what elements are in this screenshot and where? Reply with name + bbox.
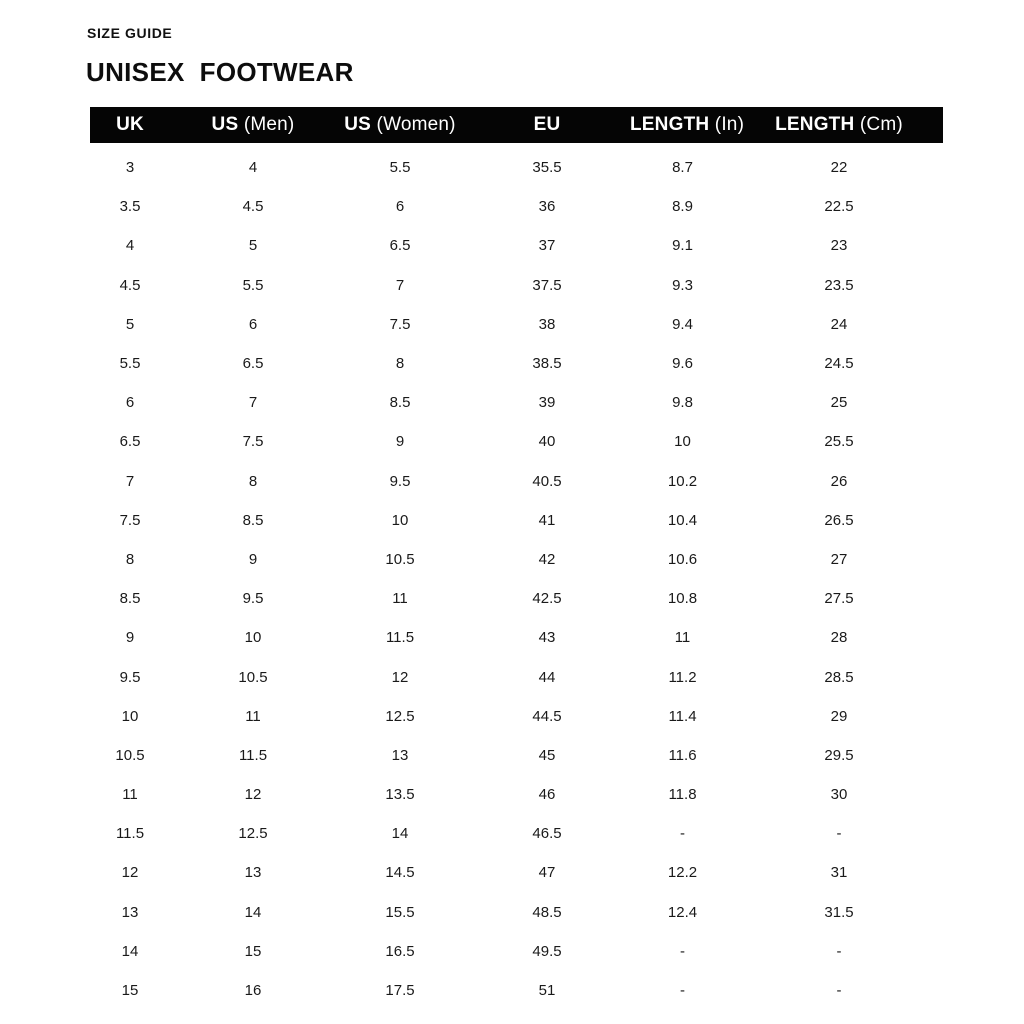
table-row <box>90 697 943 736</box>
table-row <box>90 462 943 501</box>
size-cell-length-in: 9.4 <box>672 315 693 333</box>
column-header-unit-label: (Cm) <box>854 114 903 135</box>
column-header-uk <box>90 107 170 143</box>
size-cell-length-cm: 29 <box>830 707 848 725</box>
size-cell-length-cm: - <box>836 825 842 843</box>
table-row <box>90 540 943 579</box>
size-cell-length-in: 10.2 <box>667 472 698 490</box>
size-cell-length-cm: 28 <box>830 629 848 647</box>
size-cell-uk: 10 <box>121 707 139 725</box>
size-cell-uk: 6 <box>125 394 135 412</box>
size-cell-us-women: 7 <box>395 276 405 294</box>
column-header-unit-label: (Men) <box>238 114 295 135</box>
size-cell-us-women: 11 <box>392 590 408 608</box>
size-cell-eu: 43 <box>538 629 556 647</box>
column-header-length-in <box>630 107 745 143</box>
size-cell-eu: 44.5 <box>532 707 562 725</box>
size-cell-us-women: 9.5 <box>389 472 411 490</box>
table-row <box>90 266 943 305</box>
size-cell-us-women: 12 <box>391 668 409 686</box>
size-conversion-table <box>90 107 943 1010</box>
size-cell-us-men: 15 <box>244 942 262 960</box>
size-cell-us-men: 14 <box>244 903 262 921</box>
size-cell-eu: 46.5 <box>532 825 562 843</box>
size-cell-uk: 8 <box>125 550 135 568</box>
size-cell-uk: 15 <box>121 982 139 1000</box>
size-cell-us-women: 11.5 <box>385 629 415 647</box>
size-cell-length-in: 11 <box>674 629 691 647</box>
size-cell-length-cm: 26.5 <box>824 511 854 529</box>
size-cell-us-women: 10.5 <box>385 550 415 568</box>
size-cell-uk: 5 <box>125 315 135 333</box>
size-cell-us-women: 8.5 <box>389 394 411 412</box>
size-cell-uk: 7.5 <box>119 511 141 529</box>
size-cell-length-in: 8.9 <box>672 198 693 216</box>
size-cell-eu: 38.5 <box>532 355 562 373</box>
size-cell-length-cm: 26 <box>830 472 848 490</box>
column-header-bold-label: EU <box>533 114 561 135</box>
size-cell-length-cm: 27.5 <box>824 590 854 608</box>
table-header-row <box>90 107 943 143</box>
size-cell-uk: 13 <box>121 903 139 921</box>
size-cell-length-in: 10.4 <box>667 511 698 529</box>
size-cell-length-in: 12.2 <box>667 864 698 882</box>
size-cell-length-cm: - <box>836 982 842 1000</box>
size-cell-length-in: 11.2 <box>668 668 697 686</box>
size-cell-us-women: 17.5 <box>385 982 415 1000</box>
size-cell-us-men: 8.5 <box>242 511 264 529</box>
size-cell-uk: 14 <box>121 942 139 960</box>
size-cell-us-men: 4.5 <box>242 198 264 216</box>
table-row <box>90 893 943 932</box>
size-cell-eu: 44 <box>538 668 556 686</box>
size-cell-length-in: - <box>680 942 685 960</box>
size-cell-uk: 4.5 <box>119 276 141 294</box>
table-row <box>90 775 943 814</box>
size-cell-length-in: 11.4 <box>668 707 697 725</box>
column-header-bold-label: LENGTH <box>630 114 710 135</box>
size-cell-us-men: 11.5 <box>238 746 268 764</box>
size-cell-us-women: 6.5 <box>389 237 411 255</box>
size-cell-us-women: 8 <box>395 355 405 373</box>
size-cell-length-cm: 22.5 <box>824 198 854 216</box>
column-header-unit-label: (In) <box>709 114 745 135</box>
size-cell-length-cm: 25.5 <box>824 433 854 451</box>
size-cell-uk: 7 <box>125 472 135 490</box>
size-cell-length-in: 10.8 <box>667 590 698 608</box>
size-cell-length-cm: 28.5 <box>824 668 854 686</box>
table-row <box>90 148 943 187</box>
size-cell-uk: 3.5 <box>119 198 141 216</box>
column-header-us-women <box>336 107 464 143</box>
table-row <box>90 932 943 971</box>
size-cell-eu: 42 <box>538 550 556 568</box>
size-cell-eu: 47 <box>538 864 556 882</box>
size-cell-length-in: 10.6 <box>667 550 698 568</box>
size-cell-length-cm: 23 <box>830 237 848 255</box>
size-cell-uk: 10.5 <box>115 746 145 764</box>
size-cell-us-women: 7.5 <box>389 315 411 333</box>
size-cell-us-men: 16 <box>244 982 262 1000</box>
size-cell-us-men: 10 <box>244 629 262 647</box>
size-cell-us-men: 13 <box>244 864 262 882</box>
size-cell-eu: 49.5 <box>532 942 562 960</box>
size-cell-eu: 37.5 <box>532 276 562 294</box>
size-cell-length-in: 9.8 <box>672 394 693 412</box>
size-cell-uk: 5.5 <box>119 355 141 373</box>
size-cell-us-women: 12.5 <box>385 707 415 725</box>
table-row <box>90 501 943 540</box>
size-cell-us-women: 13.5 <box>385 786 415 804</box>
size-cell-length-cm: - <box>836 942 842 960</box>
size-cell-length-in: 9.1 <box>672 237 693 255</box>
size-cell-us-men: 9 <box>248 550 258 568</box>
size-cell-uk: 8.5 <box>119 590 141 608</box>
size-cell-us-men: 6.5 <box>242 355 264 373</box>
size-cell-uk: 9.5 <box>119 668 141 686</box>
size-cell-uk: 4 <box>125 237 135 255</box>
table-head <box>90 107 943 143</box>
size-cell-us-men: 4 <box>248 159 258 177</box>
column-header-bold-label: LENGTH <box>775 114 855 135</box>
size-cell-eu: 40 <box>538 433 556 451</box>
size-cell-uk: 3 <box>125 159 135 177</box>
size-cell-uk: 9 <box>125 629 135 647</box>
size-cell-us-men: 10.5 <box>238 668 268 686</box>
size-cell-eu: 39 <box>538 394 556 412</box>
size-cell-us-women: 6 <box>395 198 405 216</box>
column-header-length-cm <box>735 107 943 143</box>
size-cell-length-cm: 31 <box>830 864 848 882</box>
table-row <box>90 814 943 853</box>
size-cell-eu: 46 <box>538 786 556 804</box>
size-cell-length-in: - <box>680 982 685 1000</box>
size-cell-length-in: 10 <box>674 433 691 451</box>
size-cell-eu: 38 <box>538 315 556 333</box>
size-cell-length-in: 11.6 <box>668 746 697 764</box>
size-cell-length-cm: 30 <box>830 786 848 804</box>
size-cell-us-men: 11 <box>245 707 261 725</box>
size-cell-length-cm: 25 <box>830 394 848 412</box>
column-header-us-men <box>170 107 336 143</box>
size-cell-us-men: 7 <box>248 394 258 412</box>
size-cell-us-men: 12.5 <box>238 825 268 843</box>
column-header-bold-label: US <box>211 114 239 135</box>
table-row <box>90 579 943 618</box>
size-cell-eu: 48.5 <box>532 903 562 921</box>
size-cell-length-in: 8.7 <box>672 159 693 177</box>
table-row <box>90 736 943 775</box>
column-header-bold-label: UK <box>116 114 144 135</box>
table-row <box>90 305 943 344</box>
size-cell-length-in: 9.3 <box>672 276 693 294</box>
size-cell-length-cm: 23.5 <box>824 276 854 294</box>
size-cell-length-cm: 29.5 <box>824 746 854 764</box>
size-cell-us-women: 15.5 <box>385 903 415 921</box>
size-cell-us-men: 5.5 <box>242 276 264 294</box>
size-cell-length-in: - <box>680 825 685 843</box>
table-row <box>90 853 943 892</box>
size-cell-uk: 12 <box>121 864 139 882</box>
column-header-unit-label: (Women) <box>371 114 456 135</box>
size-cell-uk: 11.5 <box>115 825 145 843</box>
table-row <box>90 226 943 265</box>
size-cell-uk: 11 <box>122 786 138 804</box>
table-row <box>90 422 943 461</box>
size-cell-us-men: 5 <box>248 237 258 255</box>
size-cell-eu: 35.5 <box>532 159 562 177</box>
size-cell-eu: 45 <box>538 746 556 764</box>
size-cell-eu: 42.5 <box>532 590 562 608</box>
table-row <box>90 344 943 383</box>
size-cell-us-men: 12 <box>244 786 262 804</box>
table-row <box>90 618 943 657</box>
size-cell-length-cm: 27 <box>830 550 848 568</box>
size-cell-us-women: 9 <box>395 433 405 451</box>
size-cell-uk: 6.5 <box>119 433 141 451</box>
size-cell-eu: 37 <box>538 237 556 255</box>
table-row <box>90 187 943 226</box>
column-header-eu <box>464 107 630 143</box>
size-cell-us-women: 14 <box>391 825 409 843</box>
size-cell-eu: 41 <box>538 511 556 529</box>
size-cell-eu: 40.5 <box>532 472 562 490</box>
size-cell-us-women: 16.5 <box>385 942 415 960</box>
size-cell-us-women: 14.5 <box>385 864 415 882</box>
column-header-bold-label: US <box>344 114 372 135</box>
table-row <box>90 657 943 696</box>
size-cell-length-in: 9.6 <box>672 355 693 373</box>
size-cell-length-in: 11.8 <box>668 786 697 804</box>
size-cell-length-cm: 31.5 <box>824 903 854 921</box>
size-cell-us-men: 8 <box>248 472 258 490</box>
page-title: UNISEX FOOTWEAR <box>86 57 354 87</box>
table-body <box>90 143 943 1010</box>
table-row <box>90 971 943 1010</box>
size-cell-us-women: 10 <box>391 511 409 529</box>
size-cell-us-men: 9.5 <box>242 590 264 608</box>
size-cell-length-in: 12.4 <box>667 903 698 921</box>
size-cell-eu: 36 <box>538 198 556 216</box>
size-cell-length-cm: 24.5 <box>824 355 854 373</box>
size-cell-us-men: 6 <box>248 315 258 333</box>
size-cell-length-cm: 22 <box>830 159 848 177</box>
size-cell-us-women: 13 <box>391 746 409 764</box>
size-cell-us-women: 5.5 <box>389 159 411 177</box>
size-cell-us-men: 7.5 <box>242 433 264 451</box>
size-cell-length-cm: 24 <box>830 315 848 333</box>
size-cell-eu: 51 <box>538 982 556 1000</box>
size-guide-label: SIZE GUIDE <box>87 25 173 41</box>
table-row <box>90 383 943 422</box>
